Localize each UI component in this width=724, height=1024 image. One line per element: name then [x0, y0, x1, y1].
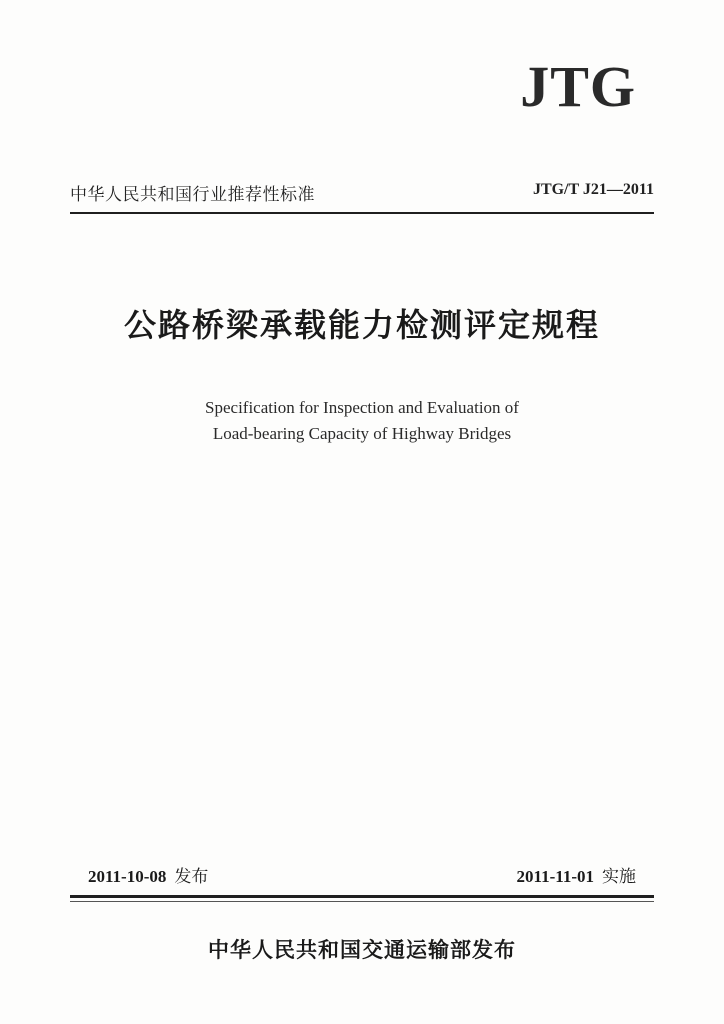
chinese-title: 公路桥梁承载能力检测评定规程: [123, 306, 600, 344]
effective-date: 2011-11-01: [516, 867, 594, 886]
english-title-line-1: Specification for Inspection and Evaluation of: [205, 398, 519, 417]
publisher: 中华人民共和国交通运输部发布: [208, 938, 516, 962]
issue-label: 发布: [174, 867, 209, 887]
dates-row: [88, 862, 636, 886]
standard-code: JTG/T J21—2011: [532, 181, 654, 198]
standard-header: [70, 180, 654, 204]
standard-type-label: 中华人民共和国行业推荐性标准: [70, 185, 315, 205]
english-title-line-2: Load-bearing Capacity of Highway Bridges: [212, 424, 512, 443]
header-divider: [70, 212, 654, 214]
effective-date-block: [517, 862, 636, 887]
effective-label: 实施: [602, 867, 636, 887]
footer-divider-thin: [70, 901, 654, 902]
jtg-logo: JTG: [520, 54, 636, 119]
issue-date: 2011-10-08: [88, 867, 167, 886]
english-title: [0, 395, 724, 447]
footer-divider-thick: [70, 895, 654, 898]
issue-date-block: [88, 862, 208, 887]
